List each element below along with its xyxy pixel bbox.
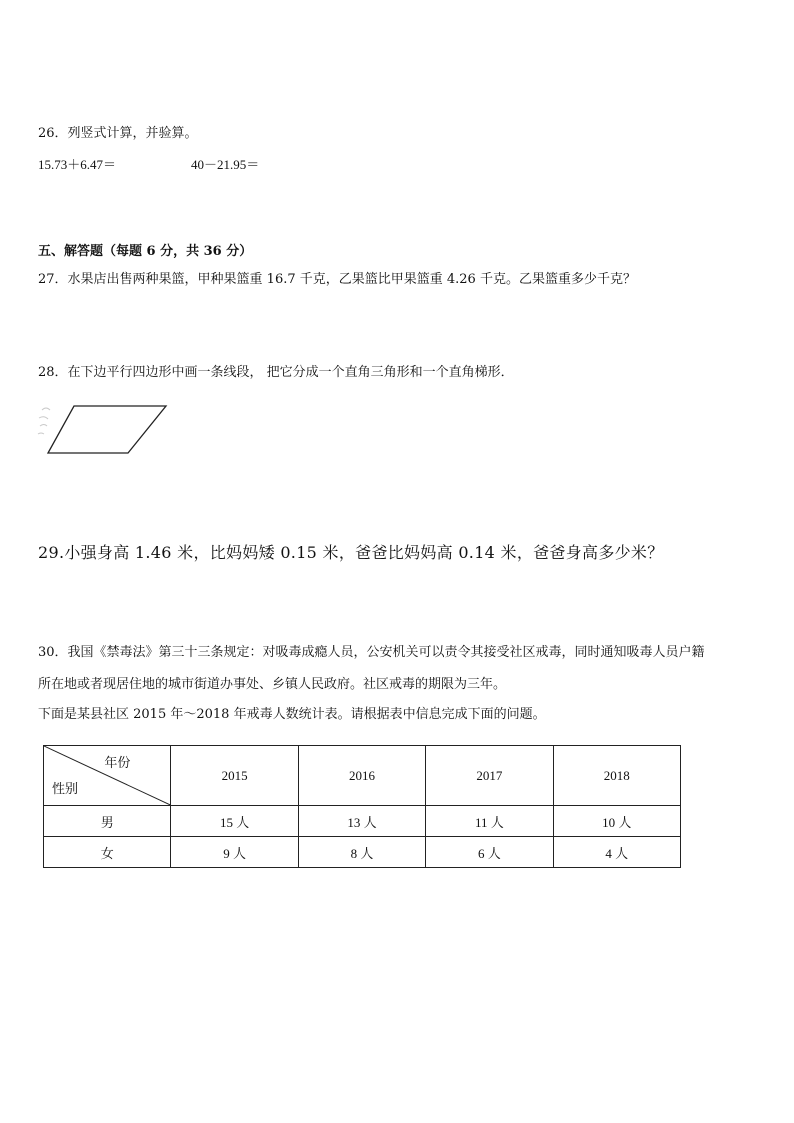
corner-label-year: 年份 bbox=[104, 755, 131, 770]
question-28-text: 28．在下边平行四边形中画一条线段， 把它分成一个直角三角形和一个直角梯形． bbox=[38, 365, 514, 380]
section-5-heading: 五、解答题（每题 6 分，共 36 分） bbox=[38, 244, 253, 259]
question-26-title: 26．列竖式计算，并验算。 bbox=[38, 126, 198, 141]
row-label-female: 女 bbox=[44, 837, 171, 868]
expression-subtraction: 40－21.95＝ bbox=[191, 157, 260, 172]
row-label-male: 男 bbox=[44, 806, 171, 837]
question-30-line-2: 所在地或者现居住地的城市街道办事处、乡镇人民政府。社区戒毒的期限为三年。 bbox=[38, 677, 507, 692]
question-30-line-1: 30．我国《禁毒法》第三十三条规定：对吸毒成瘾人员，公安机关可以责令其接受社区戒毒，同时通知吸毒人员户籍 bbox=[38, 645, 705, 660]
table-cell: 6 人 bbox=[426, 837, 553, 868]
table-cell: 4 人 bbox=[553, 837, 680, 868]
table-cell: 10 人 bbox=[553, 806, 680, 837]
expression-addition: 15.73＋6.47＝ bbox=[38, 157, 117, 172]
year-header-cell: 2016 bbox=[298, 746, 425, 806]
year-header-cell: 2018 bbox=[553, 746, 680, 806]
table-cell: 9 人 bbox=[171, 837, 298, 868]
table-row-male bbox=[44, 806, 681, 837]
table-cell: 15 人 bbox=[171, 806, 298, 837]
year-header-cell: 2015 bbox=[171, 746, 298, 806]
table-cell: 11 人 bbox=[426, 806, 553, 837]
parallelogram-figure bbox=[36, 398, 176, 460]
question-27-text: 27．水果店出售两种果篮，甲种果篮重 16.7 千克，乙果篮比甲果篮重 4.26 千克。乙果篮重多少千克？ bbox=[38, 272, 636, 287]
corner-header-cell bbox=[44, 746, 171, 806]
drug-rehab-statistics-table bbox=[43, 745, 681, 868]
faint-watermark-mark bbox=[38, 408, 50, 434]
year-header-cell: 2017 bbox=[426, 746, 553, 806]
question-30-line-3: 下面是某县社区 2015 年～2018 年戒毒人数统计表。请根据表中信息完成下面的问题。 bbox=[38, 707, 546, 722]
table-header-row bbox=[44, 746, 681, 806]
corner-label-gender: 性别 bbox=[52, 781, 79, 796]
table-cell: 8 人 bbox=[298, 837, 425, 868]
table-row-female bbox=[44, 837, 681, 868]
table-cell: 13 人 bbox=[298, 806, 425, 837]
question-29-text: 29.小强身高 1.46 米，比妈妈矮 0.15 米，爸爸比妈妈高 0.14 米，爸爸身高多少米？ bbox=[38, 543, 664, 562]
